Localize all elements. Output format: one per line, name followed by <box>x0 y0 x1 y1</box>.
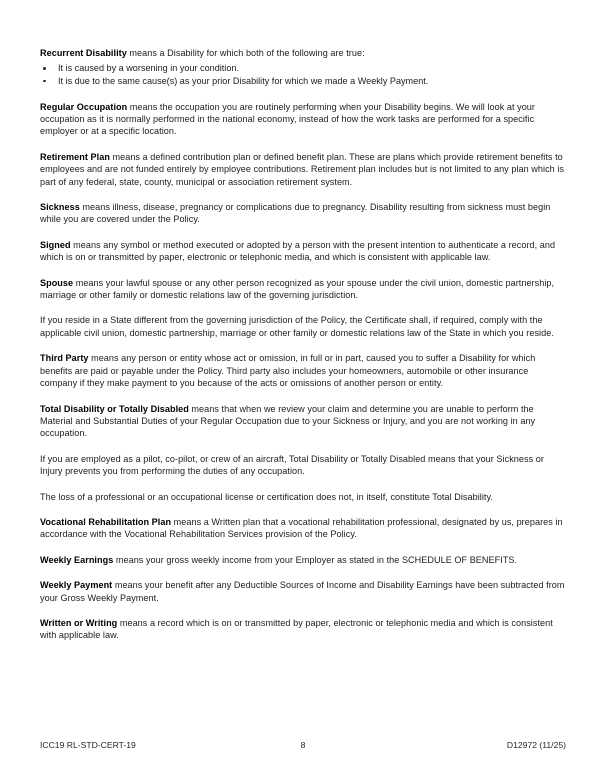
paragraph-state-residence <box>40 314 566 339</box>
definition-text: If you are employed as a pilot, co-pilot, or crew of an aircraft, Total Disability or Totally Disabled means that your Sickness or Injury prevents you from performing the duties of any occupation. <box>40 453 544 477</box>
bullet-icon <box>43 67 46 70</box>
definition-text: The loss of a professional or an occupational license or certification does not, in itself, constitute Total Disability. <box>40 491 493 502</box>
definition-term: Regular Occupation <box>40 101 128 112</box>
footer-form-number: ICC19 RL-STD-CERT-19 <box>40 740 136 750</box>
definition-weekly-earnings <box>40 554 566 566</box>
definition-text: means your lawful spouse or any other person recognized as your spouse under the civil union, domestic partnership, marriage or other family or domestic relations law of the governing jurisdiction. <box>40 277 555 301</box>
document-body <box>40 47 566 655</box>
definition-text: means the occupation you are routinely performing when your Disability begins. We will look at your occupation as it is normally performed in the national economy, instead of how the work tasks are performed for a specific employer or at a specific location. <box>40 101 535 137</box>
bullet-icon <box>43 80 46 83</box>
definition-term: Third Party <box>40 353 89 364</box>
definition-term: Vocational Rehabilitation Plan <box>40 516 172 527</box>
definition-total-disability <box>40 403 566 440</box>
footer-document-code: D12972 (11/25) <box>506 740 566 750</box>
definition-regular-occupation <box>40 101 566 138</box>
footer-page-number: 8 <box>300 740 306 750</box>
definition-term: Signed <box>40 239 71 250</box>
list-item <box>40 62 566 75</box>
definition-text: If you reside in a State different from the governing jurisdiction of the Policy, the Certificate shall, if required, comply with the applicable civil union, domestic partnership, marriage or other family or domestic relations law of the State in which you reside. <box>40 315 554 338</box>
definition-text: means any symbol or method executed or adopted by a person with the present intention to authenticate a record, and which is on or transmitted by paper, electronic or telephonic media, and which is consistent with applicable law. <box>40 239 556 263</box>
definition-term: Recurrent Disability <box>40 48 127 58</box>
list-item-label: It is due to the same cause(s) as your prior Disability for which we made a Weekly Payment. <box>58 76 429 86</box>
definition-text: means any person or entity whose act or omission, in full or in part, caused you to suffer a Disability for which benefits are paid or payable under the Policy. Third party also includes your homeowners, automobile or other insurance company if they make payment to you because of the acts or omissions of another person or entity. <box>40 353 536 389</box>
page-footer <box>40 740 566 754</box>
list-item <box>40 75 566 88</box>
definition-text: means illness, disease, pregnancy or complications due to pregnancy. Disability resulting from sickness must begin while you are covered under the Policy. <box>40 202 551 225</box>
definition-text: means a Disability for which both of the following are true: <box>126 48 365 58</box>
definition-signed <box>40 239 566 264</box>
definition-sickness <box>40 201 566 226</box>
definition-weekly-payment <box>40 579 566 604</box>
recurrent-disability-bullet-list <box>40 62 566 87</box>
definition-term: Spouse <box>40 277 74 288</box>
definition-term: Sickness <box>40 202 80 213</box>
definition-recurrent-disability <box>40 47 566 59</box>
definition-term: Total Disability or Totally Disabled <box>40 403 189 414</box>
definition-third-party <box>40 352 566 389</box>
definition-written-or-writing <box>40 617 566 642</box>
definition-term: Retirement Plan <box>40 151 110 162</box>
definition-text: means a Written plan that a vocational rehabilitation professional, designated by us, prepares in accordance with the Vocational Rehabilitation Services provision of the Policy. <box>40 516 563 540</box>
list-item-label: It is caused by a worsening in your condition. <box>58 63 239 74</box>
definition-text: means your gross weekly income from your Employer as stated in the SCHEDULE OF BENEFITS. <box>113 554 518 565</box>
paragraph-license-loss <box>40 491 566 503</box>
definition-text: means a defined contribution plan or defined benefit plan. These are plans which provide retirement benefits to employees and are not funded entirely by employee contributions. Retirement plan includes but is not limited to any plan which is part of any federal, state, county, municipal or association retirement system. <box>40 151 564 187</box>
definition-text: means a record which is on or transmitted by paper, electronic or telephonic media and which is consistent with applicable law. <box>40 617 553 641</box>
paragraph-pilot-clause <box>40 453 566 478</box>
definition-spouse <box>40 277 566 302</box>
definition-term: Weekly Earnings <box>40 554 114 565</box>
definition-term: Weekly Payment <box>40 580 113 591</box>
definition-text: means your benefit after any Deductible Sources of Income and Disability Earnings have been subtracted from your Gross Weekly Payment. <box>40 580 565 603</box>
definition-vocational-rehabilitation-plan <box>40 516 566 541</box>
definition-term: Written or Writing <box>40 617 118 628</box>
definition-retirement-plan <box>40 151 566 188</box>
definition-text: means that when we review your claim and determine you are unable to perform the Material and Substantial Duties of your Regular Occupation due to your Sickness or Injury, and you are not working in any occupation. <box>40 403 536 439</box>
